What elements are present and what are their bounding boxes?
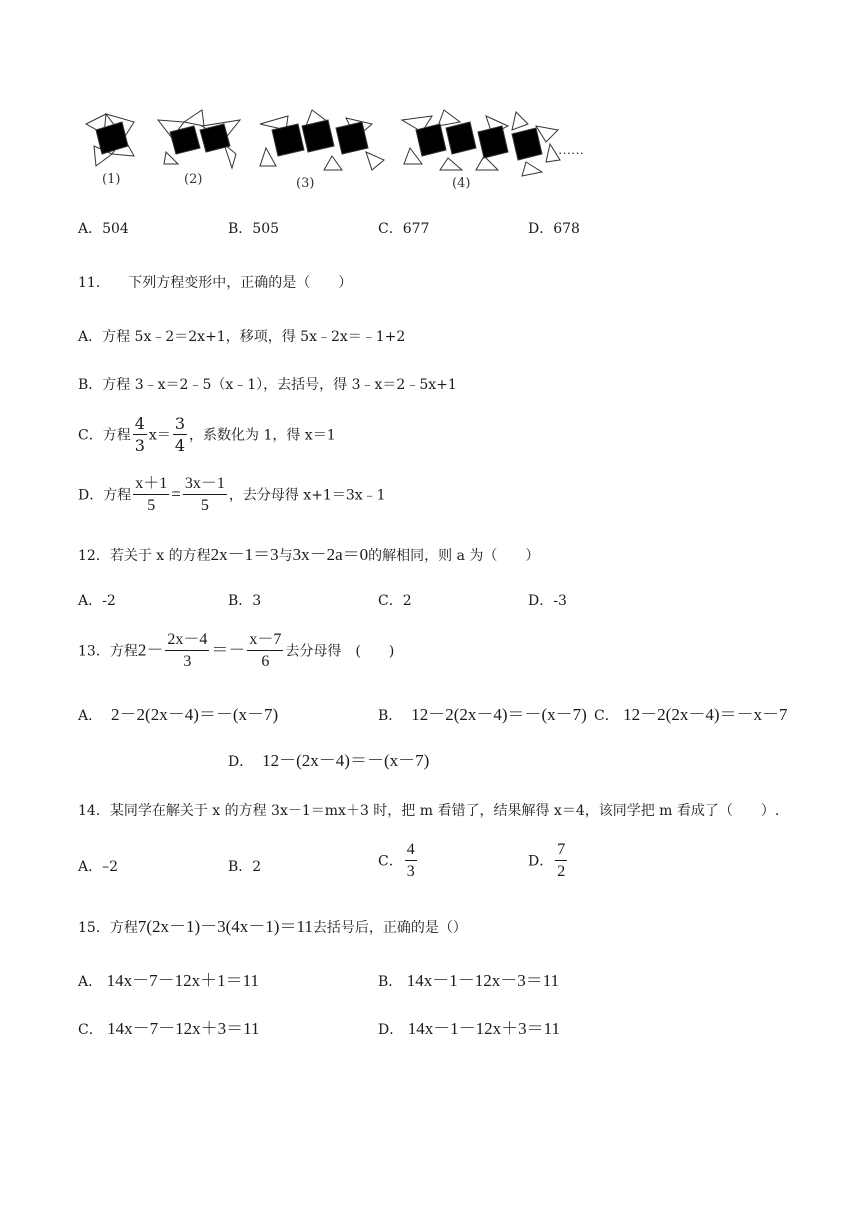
q11-d-f2-den: 5 — [200, 497, 209, 514]
q14-option-a[interactable]: A．–2 — [78, 859, 119, 875]
q12-stem-prefix: 12．若关于 x 的方程 — [78, 548, 211, 564]
q12-stem-suffix: 的解相同，则 a 为（ ） — [368, 548, 540, 564]
q13-c-expr: 12－2(2x－4)＝－x－7 — [623, 705, 788, 724]
figure-label-3: (3) — [296, 176, 315, 191]
q13-fraction-2 — [247, 630, 283, 673]
q14-d-num: 7 — [555, 840, 567, 861]
q15-stem-prefix: 15．方程 — [78, 920, 138, 936]
q13-option-d[interactable] — [228, 746, 429, 771]
q11-d-fraction-2 — [183, 474, 227, 517]
pattern-ellipsis: …… — [558, 142, 584, 157]
q14-option-c[interactable] — [378, 840, 419, 883]
q13-f1-num: 2x－4 — [165, 630, 209, 651]
q11-c-fraction-1 — [133, 414, 147, 457]
q12-stem — [78, 540, 539, 565]
q11-c-f1-den: 3 — [134, 436, 145, 455]
q14-stem: 14．某同学在解关于 x 的方程 3x－1＝mx＋3 时，把 m 看错了，结果解得 x＝4，该同学把 m 看成了（ ）. — [78, 803, 780, 819]
q11-d-prefix: D．方程 — [78, 487, 132, 504]
q11-option-d[interactable] — [78, 474, 386, 517]
q12-equation-1: 2x－1＝3 — [210, 545, 279, 564]
q15-a-label: A． — [78, 974, 103, 990]
pattern-figure — [76, 104, 596, 196]
q10-option-d[interactable]: D．678 — [528, 221, 580, 237]
q14-option-b[interactable]: B．2 — [228, 859, 262, 875]
q11-option-c[interactable] — [78, 414, 336, 457]
q15-option-d[interactable] — [378, 1014, 560, 1039]
q13-c-label: C． — [594, 708, 619, 724]
q11-c-f2-num: 3 — [174, 414, 185, 433]
q13-fraction-1 — [165, 630, 209, 673]
q11-d-suffix: ，去分母得 x+1＝3x﹣1 — [228, 487, 386, 504]
q15-stem — [78, 912, 467, 937]
q11-c-f1-num: 4 — [134, 414, 145, 433]
q11-c-mid: x＝ — [148, 427, 171, 444]
q12-option-a[interactable]: A．-2 — [78, 593, 116, 609]
q14-c-num: 4 — [405, 840, 417, 861]
q15-c-expr: 14x－7－12x＋3＝11 — [107, 1019, 260, 1038]
q13-f1-den: 3 — [183, 653, 192, 670]
q12-stem-mid: 与 — [278, 548, 293, 564]
figure-label-4: (4) — [452, 176, 471, 191]
q11-c-suffix: ，系数化为 1，得 x＝1 — [189, 427, 336, 444]
q14-d-fraction — [555, 840, 567, 883]
q11-d-equals: = — [171, 484, 181, 504]
q14-c-fraction — [405, 840, 417, 883]
q14-c-label: C． — [378, 853, 403, 870]
figure-4 — [402, 110, 560, 176]
q10-option-c[interactable]: C．677 — [378, 221, 430, 237]
q13-stem — [78, 630, 394, 673]
q10-option-b[interactable]: B．505 — [228, 221, 280, 237]
q15-a-expr: 14x－7－12x＋1＝11 — [106, 971, 259, 990]
q15-stem-suffix: 去括号后，正确的是（） — [312, 920, 467, 936]
q12-option-d[interactable]: D．-3 — [528, 593, 567, 609]
q13-option-a[interactable] — [78, 700, 278, 725]
q13-d-expr: 12－(2x－4)＝－(x－7) — [262, 751, 430, 770]
q11-d-fraction-1 — [133, 474, 169, 517]
q13-option-b[interactable] — [378, 700, 587, 725]
pattern-drawing — [76, 104, 596, 196]
q13-stem-suffix: 去分母得 ( ) — [285, 643, 395, 660]
q13-equals: ＝－ — [211, 640, 246, 660]
q15-b-expr: 14x－1－12x－3＝11 — [406, 971, 560, 990]
figure-2 — [158, 110, 240, 168]
q15-option-c[interactable] — [78, 1014, 260, 1039]
figure-3 — [260, 110, 384, 170]
q11-option-b[interactable]: B．方程 3﹣x＝2﹣5（x﹣1），去括号，得 3﹣x＝2﹣5x+1 — [78, 377, 457, 393]
q13-lhs-int: 2－ — [137, 640, 164, 660]
q12-option-b[interactable]: B．3 — [228, 593, 262, 609]
q13-b-expr: 12－2(2x－4)＝－(x－7) — [411, 705, 587, 724]
q15-option-a[interactable] — [78, 966, 259, 991]
q11-c-f2-den: 4 — [174, 436, 185, 455]
q13-a-label: A． — [78, 708, 103, 724]
q14-c-den: 3 — [406, 863, 415, 880]
q14-d-label: D． — [528, 853, 554, 870]
q14-option-d[interactable] — [528, 840, 569, 883]
q12-option-c[interactable]: C．2 — [378, 593, 412, 609]
q11-d-f1-num: x＋1 — [133, 474, 169, 495]
figure-1 — [86, 114, 134, 166]
q13-b-label: B． — [378, 708, 403, 724]
q11-d-f2-num: 3x－1 — [183, 474, 227, 495]
q11-c-fraction-2 — [173, 414, 187, 457]
figure-label-2: (2) — [184, 172, 203, 187]
q14-d-den: 2 — [557, 863, 566, 880]
q12-equation-2: 3x－2a＝0 — [292, 545, 369, 564]
q13-f2-num: x－7 — [247, 630, 283, 651]
q11-d-f1-den: 5 — [147, 497, 156, 514]
q13-option-c[interactable] — [594, 700, 788, 725]
q11-c-prefix: C．方程 — [78, 427, 131, 444]
figure-label-1: (1) — [102, 172, 121, 187]
q15-d-expr: 14x－1－12x＋3＝11 — [407, 1019, 561, 1038]
q15-d-label: D． — [378, 1022, 404, 1038]
q15-b-label: B． — [378, 974, 403, 990]
q15-option-b[interactable] — [378, 966, 559, 991]
q10-option-a[interactable]: A．504 — [78, 221, 129, 237]
q15-c-label: C． — [78, 1022, 103, 1038]
q13-d-label: D． — [228, 754, 254, 770]
q11-option-a[interactable]: A．方程 5x﹣2＝2x+1，移项，得 5x﹣2x＝﹣1+2 — [78, 329, 406, 345]
q13-a-expr: 2－2(2x－4)＝－(x－7) — [111, 705, 279, 724]
q13-f2-den: 6 — [261, 653, 270, 670]
q11-stem: 11. 下列方程变形中，正确的是（ ） — [78, 275, 353, 291]
q13-stem-prefix: 13．方程 — [78, 643, 138, 660]
q15-equation: 7(2x－1)－3(4x－1)＝11 — [137, 917, 313, 936]
